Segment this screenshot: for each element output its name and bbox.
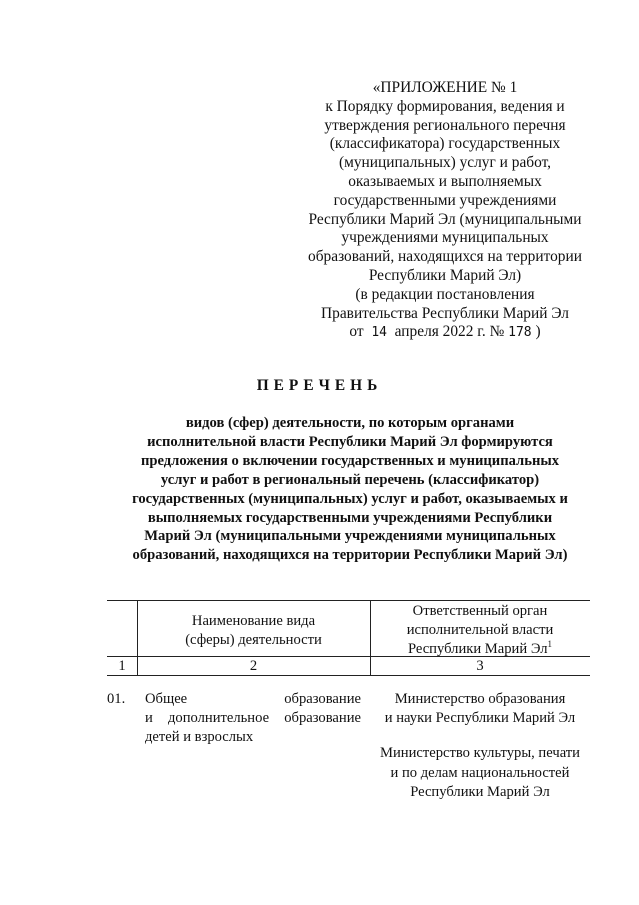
name-word: образование — [284, 691, 361, 707]
subtitle-line: Марий Эл (муниципальными учреждениями муниципальных — [144, 528, 556, 545]
annex-line: оказываемых и выполняемых — [348, 172, 542, 190]
header-activity-name — [137, 612, 370, 650]
annex-header — [300, 79, 590, 343]
responsible-line: Министерство культуры, печати — [380, 745, 580, 762]
subtitle-line: видов (сфер) деятельности, по которым органами — [185, 415, 515, 431]
annex-date-line — [300, 323, 590, 343]
subtitle-line: исполнительной власти Республики Марий Эл формируются — [147, 433, 553, 450]
header-responsible-body — [370, 602, 590, 659]
name-word: Общее — [145, 691, 188, 707]
annex-line: государственными учреждениями — [333, 191, 557, 209]
name-line — [145, 690, 361, 709]
document-subtitle — [110, 414, 590, 565]
annex-line: к Порядку формирования, ведения и — [325, 97, 565, 115]
subtitle-line: образований, находящихся на территории Республики Марий Эл) — [132, 547, 568, 564]
annex-line: утверждения регионального перечня — [324, 116, 566, 134]
name-line — [145, 709, 361, 728]
date-suffix: ) — [535, 323, 541, 341]
subtitle-line: выполняемых государственными учреждениями Республики — [147, 509, 553, 526]
subtitle-line: услуг и работ в региональный перечень (классификатор) — [160, 471, 540, 488]
name-line: детей и взрослых — [145, 729, 254, 746]
table-numbers-border — [107, 675, 590, 676]
name-word: и — [145, 710, 153, 727]
annex-line: Республики Марий Эл) — [368, 266, 522, 284]
header-col3-line: Ответственный орган — [412, 603, 548, 619]
date-day: 14 — [371, 325, 387, 341]
name-word: дополнительное — [167, 710, 270, 727]
resolution-number: 178 — [508, 325, 532, 341]
document-title: ПЕРЕЧЕНЬ — [256, 377, 383, 394]
header-col3-line: исполнительной власти — [406, 622, 554, 638]
responsible-line: Республики Марий Эл — [410, 783, 550, 800]
column-number-3: 3 — [476, 658, 484, 674]
date-middle: апреля 2022 г. № — [394, 323, 505, 341]
annex-line: образований, находящихся на территории — [308, 248, 582, 266]
footnote-marker: 1 — [547, 639, 553, 649]
annex-line: (в редакции постановления — [355, 285, 535, 303]
header-col2-line: (сферы) деятельности — [185, 632, 322, 648]
column-number-2: 2 — [249, 658, 258, 674]
table-top-border — [107, 600, 590, 601]
date-prefix: от — [349, 323, 364, 341]
column-number-1: 1 — [118, 658, 126, 674]
header-col2-line: Наименование вида — [191, 613, 316, 629]
annex-line: (классификатора) государственных — [329, 135, 561, 153]
responsible-line: и науки Республики Марий Эл — [384, 710, 576, 727]
annex-line: (муниципальных) услуг и работ, — [338, 154, 552, 172]
row-responsible-bodies — [370, 690, 590, 802]
subtitle-line: предложения о включении государственных и муниципальных — [140, 452, 560, 469]
header-col3-text: Республики Марий Эл — [407, 641, 548, 657]
annex-line: Республики Марий Эл (муниципальными — [308, 210, 582, 228]
responsible-line: Министерство образования — [394, 691, 566, 707]
subtitle-line: государственных (муниципальных) услуг и работ, оказываемых и — [132, 490, 568, 507]
row-code: 01. — [107, 691, 126, 707]
name-word: образование — [284, 710, 361, 727]
responsible-line: и по делам национальностей — [390, 764, 570, 781]
row-activity-name — [145, 690, 361, 748]
annex-line: Правительства Республики Марий Эл — [321, 304, 569, 322]
annex-line: «ПРИЛОЖЕНИЕ № 1 — [372, 79, 518, 96]
annex-line: учреждениями муниципальных — [341, 229, 549, 247]
